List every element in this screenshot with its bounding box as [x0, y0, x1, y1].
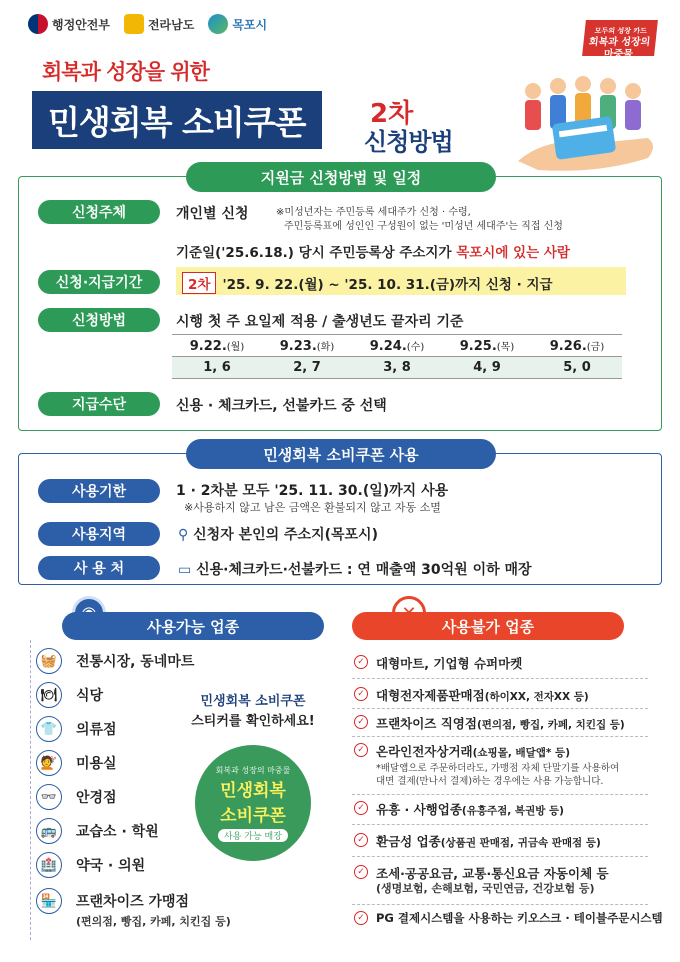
- deadline-note: ※사용하지 않고 남은 금액은 환불되지 않고 자동 소멸: [184, 501, 441, 514]
- period-value: '25. 9. 22.(월) ~ '25. 10. 31.(금)까지 신청 · 지급: [222, 277, 553, 293]
- day-date-cell: [532, 335, 622, 357]
- banned-separator: [352, 708, 648, 709]
- base-date-text: 기준일('25.6.18.) 당시 주민등록상 주소지가: [176, 245, 457, 261]
- glasses-icon: 👓: [36, 784, 62, 810]
- jeonnam-logo-text: 전라남도: [147, 17, 195, 32]
- sticker-line-2: 스티커를 확인하세요!: [191, 714, 315, 729]
- check-icon: ✓: [354, 911, 368, 925]
- mokpo-logo-text: 목포시: [232, 17, 268, 32]
- day-date: 9.25.: [459, 338, 497, 354]
- banned-separator: [352, 856, 648, 857]
- banned-item: [354, 910, 663, 926]
- check-icon: ✓: [354, 833, 368, 847]
- allowed-item-label: 안경점: [76, 790, 117, 806]
- payment-pill: 지급수단: [38, 392, 160, 416]
- day-date-cell: [262, 335, 352, 357]
- place-pill: 사 용 처: [38, 556, 160, 580]
- banned-item: [354, 832, 601, 850]
- banned-separator: [352, 794, 648, 795]
- allowed-item-label: 교습소 · 학원: [76, 824, 159, 840]
- day-dow: (월): [226, 341, 245, 353]
- weekday-date-row: [172, 335, 622, 357]
- banned-item-label: 환금성 업종: [376, 834, 441, 849]
- allowed-item: [36, 818, 159, 844]
- method-label: 신청방법: [364, 128, 453, 156]
- banned-separator: [352, 904, 648, 905]
- day-date: 9.22.: [189, 338, 227, 354]
- period-line: [182, 272, 553, 294]
- banned-item-label: 대형마트, 기업형 슈퍼마켓: [376, 656, 523, 671]
- applicant-note-1: ※미성년자는 주민등록 세대주가 신청 · 수령,: [276, 207, 471, 218]
- allowed-item-label: 전통시장, 동네마트: [76, 654, 195, 670]
- taegeuk-icon: [28, 14, 48, 34]
- banned-item: [354, 800, 564, 818]
- location-pin-icon: ⚲: [178, 527, 189, 543]
- sticker-line-1: 민생회복 소비쿠폰: [200, 694, 306, 709]
- place-line: [178, 559, 532, 579]
- method-value: 시행 첫 주 요일제 적용 / 출생년도 끝자리 기준: [176, 314, 464, 330]
- weekday-table: [172, 334, 622, 379]
- deadline-value: 1 · 2차분 모두 '25. 11. 30.(일)까지 사용: [176, 483, 449, 499]
- period-round-box: 2차: [182, 272, 216, 294]
- method-pill: 신청방법: [38, 308, 160, 332]
- school-bus-icon: 🚌: [36, 818, 62, 844]
- area-value: 신청자 본인의 주소지(목포시): [193, 527, 378, 543]
- area-line: [178, 524, 378, 544]
- day-dow: (금): [586, 341, 605, 353]
- check-icon: ✓: [354, 801, 368, 815]
- franchise-sub: (편의점, 빵집, 카페, 치킨집 등): [76, 915, 231, 928]
- allowed-item-label: 미용실: [76, 756, 117, 772]
- subtitle: 회복과 성장을 위한: [42, 60, 209, 84]
- day-digits: 1, 6: [172, 357, 262, 379]
- banned-item-label: 대형전자제품판매점: [376, 688, 485, 703]
- base-date-line: [176, 241, 570, 261]
- tax-sub: (생명보험, 손해보험, 국민연금, 건강보험 등): [376, 882, 595, 895]
- check-icon: ✓: [354, 743, 368, 757]
- delivery-note-2: 대면 결제(만나서 결제)하는 경우에는 사용 가능합니다.: [376, 776, 604, 787]
- sticker-arc-text: 회복과 성장의 마중물: [215, 765, 291, 775]
- check-icon: ✓: [354, 655, 368, 669]
- badge-line2: 회복과 성장의 마중물: [588, 37, 651, 60]
- delivery-note-1: *배달앱으로 주문하더라도, 가맹점 자체 단말기를 사용하여: [376, 763, 620, 774]
- basket-icon: 🧺: [36, 648, 62, 674]
- jeonnam-logo: [124, 14, 194, 34]
- deadline-pill: 사용기한: [38, 479, 160, 503]
- allowed-item: [36, 682, 103, 708]
- banned-item-sub: (하이XX, 전자XX 등): [484, 691, 589, 703]
- hairdryer-icon: 💇: [36, 750, 62, 776]
- campaign-badge: [582, 20, 658, 60]
- allowed-dash-line: [30, 640, 31, 940]
- day-dow: (화): [316, 341, 335, 353]
- day-dow: (목): [496, 341, 515, 353]
- allowed-item-label: 식당: [76, 688, 104, 704]
- day-digits: 2, 7: [262, 357, 352, 379]
- sticker-title-1: 민생회복: [220, 780, 286, 801]
- delivery-note: [376, 762, 619, 788]
- banned-item-label: 유흥 · 사행업종: [376, 802, 462, 817]
- allowed-item-label: 의류점: [76, 722, 117, 738]
- section-apply-heading: 지원금 신청방법 및 일정: [186, 162, 496, 192]
- people-illustration: [508, 66, 663, 176]
- allowed-item-label: 약국 · 의원: [76, 858, 146, 874]
- check-icon: ✓: [354, 865, 368, 879]
- mois-logo-text: 행정안전부: [52, 17, 110, 32]
- check-icon: ✓: [354, 715, 368, 729]
- payment-value: 신용 · 체크카드, 선불카드 중 선택: [176, 398, 387, 414]
- card-icon: ▭: [178, 562, 192, 578]
- area-pill: 사용지역: [38, 522, 160, 546]
- banned-item-label: 온라인전자상거래: [376, 744, 473, 759]
- day-dow: (수): [406, 341, 425, 353]
- badge-line1: 모두의 성장 카드: [594, 27, 648, 35]
- dish-icon: 🍽: [36, 682, 62, 708]
- banned-separator: [352, 824, 648, 825]
- day-date-cell: [172, 335, 262, 357]
- allowed-item: [36, 648, 194, 674]
- applicant-pill: 신청주체: [38, 200, 160, 224]
- day-digits: 3, 8: [352, 357, 442, 379]
- base-date-highlight: 목포시에 있는 사람: [456, 245, 570, 261]
- banned-item: [354, 742, 570, 760]
- sticker-title-2: 소비쿠폰: [220, 805, 286, 826]
- banned-item-sub: (유흥주점, 복권방 등): [461, 805, 564, 817]
- mois-logo: [28, 14, 110, 34]
- allowed-item: [36, 852, 145, 878]
- logo-bar: [28, 14, 267, 34]
- applicant-note-2: 주민등록표에 성인인 구성원이 없는 '미성년 세대주'는 직접 신청: [284, 221, 563, 232]
- allowed-item: [36, 716, 117, 742]
- place-value: 신용·체크카드·선불카드 : 연 매출액 30억원 이하 매장: [196, 562, 532, 578]
- banned-item-sub: (편의점, 빵집, 카페, 치킨집 등): [476, 719, 625, 731]
- day-digits: 5, 0: [532, 357, 622, 379]
- day-date: 9.24.: [369, 338, 407, 354]
- allowed-heading: 사용가능 업종: [62, 612, 324, 640]
- allowed-item-label: 프랜차이즈 가맹점: [76, 894, 190, 910]
- banned-heading: 사용불가 업종: [352, 612, 624, 640]
- banned-item: [354, 654, 522, 672]
- banned-item: [354, 864, 609, 882]
- day-date: 9.26.: [549, 338, 587, 354]
- check-icon: ✓: [354, 687, 368, 701]
- sticker-sub: 사용 가능 매장: [218, 829, 288, 842]
- section-use-heading: 민생회복 소비쿠폰 사용: [186, 439, 496, 469]
- round-label: 2차: [370, 99, 414, 129]
- page-title: 민생회복 소비쿠폰: [32, 91, 322, 149]
- banned-item: [354, 686, 589, 704]
- day-date-cell: [442, 335, 532, 357]
- clothes-icon: 👕: [36, 716, 62, 742]
- banned-item-sub: (쇼핑몰, 배달앱* 등): [472, 747, 570, 759]
- day-date-cell: [352, 335, 442, 357]
- banned-item-label: 프랜차이즈 직영점: [376, 716, 477, 731]
- mokpo-icon: [208, 14, 228, 34]
- allowed-item: [36, 750, 117, 776]
- day-digits: 4, 9: [442, 357, 532, 379]
- weekday-digit-row: [172, 357, 622, 379]
- mokpo-logo: [208, 14, 267, 34]
- period-pill: 신청·지급기간: [38, 270, 160, 294]
- allowed-item: [36, 888, 189, 914]
- day-date: 9.23.: [279, 338, 317, 354]
- store-icon: 🏪: [36, 888, 62, 914]
- applicant-value: 개인별 신청: [176, 206, 249, 222]
- jeonnam-icon: [124, 14, 144, 34]
- allowed-item: [36, 784, 117, 810]
- banned-item-label: 조세·공공요금, 교통·통신요금 자동이체 등: [376, 866, 609, 881]
- banned-separator: [352, 678, 648, 679]
- hospital-icon: 🏥: [36, 852, 62, 878]
- banned-item-label: PG 결제시스템을 사용하는 키오스크 · 테이블주문시스템: [376, 911, 663, 925]
- banned-item-sub: (상품권 판매점, 귀금속 판매점 등): [440, 837, 601, 849]
- banned-separator: [352, 736, 648, 737]
- banned-item: [354, 714, 625, 732]
- store-sticker: [195, 745, 311, 861]
